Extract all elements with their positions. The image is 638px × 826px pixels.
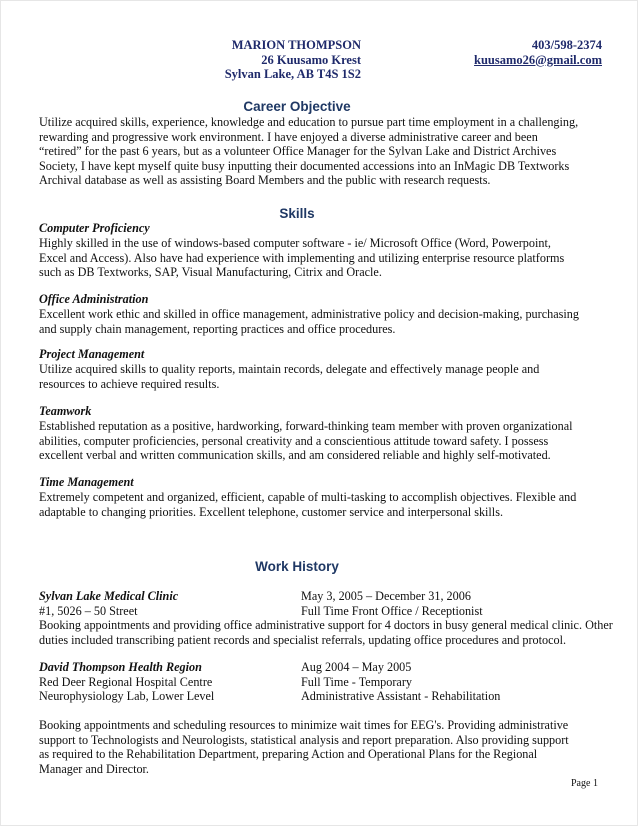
career-objective-heading: Career Objective [243, 99, 351, 114]
skill-heading-office: Office Administration [39, 292, 149, 306]
objective-line: Archival database as well as assisting Board Members and the public with research requests. [39, 173, 491, 188]
skill-heading-teamwork: Teamwork [39, 404, 92, 418]
skill-line: abilities, computer proficiencies, personal creativity and a conscientious attitude toward safety. I possess [39, 433, 549, 448]
contact-address-block [201, 38, 361, 82]
page-number: Page 1 [571, 778, 598, 789]
skill-line: Utilize acquired skills to quality reports, maintain records, delegate and effectively manage people and [39, 362, 540, 376]
job-position: Administrative Assistant - Rehabilitation [301, 689, 501, 704]
objective-line: “retired” for the past 6 years, but as a volunteer Office Manager for the Sylvan Lake and District Archives [39, 144, 557, 159]
career-objective-text [39, 115, 599, 188]
employer-location: Red Deer Regional Hospital Centre [39, 674, 213, 689]
job-desc-line: duties included transcribing patient records and specialist referrals, updating office procedures and protocol. [39, 632, 567, 647]
employer-name: Sylvan Lake Medical Clinic [39, 589, 179, 603]
job-details-1 [301, 589, 483, 618]
skill-line: resources to achieve required results. [39, 376, 220, 391]
work-history-heading: Work History [255, 559, 339, 574]
job-description-1 [39, 618, 613, 647]
job-desc-line: Manager and Director. [39, 761, 149, 776]
job-position: Full Time Front Office / Receptionist [301, 603, 483, 618]
skill-heading-project: Project Management [39, 347, 145, 361]
job-description-2 [39, 718, 599, 776]
phone-number: 403/598-2374 [531, 38, 602, 52]
street-address: 26 Kuusamo Krest [261, 52, 361, 67]
employer-name: David Thompson Health Region [39, 660, 202, 674]
skill-text-project [39, 362, 599, 391]
job-employer-2 [39, 660, 214, 704]
skill-heading-computer: Computer Proficiency [39, 221, 150, 235]
objective-line: Utilize acquired skills, experience, knowledge and education to pursue part time employment in a challenging, [39, 115, 579, 129]
objective-line: rewarding and progressive work environment. I have enjoyed a diverse administrative career and been [39, 129, 538, 144]
skill-heading-time: Time Management [39, 475, 134, 489]
job-desc-line: as required to the Rehabilitation Department, preparing Action and Operational Plans for the Regional [39, 747, 538, 762]
skill-line: adaptable to changing priorities. Excellent telephone, customer service and interpersonal skills. [39, 504, 503, 519]
employer-address: #1, 5026 – 50 Street [39, 603, 138, 618]
skill-line: Excellent work ethic and skilled in office management, administrative policy and decision-making, purchasing [39, 307, 579, 321]
skill-line: Established reputation as a positive, hardworking, forward-thinking team member with proven organizational [39, 419, 573, 433]
skill-line: excellent verbal and written communication skills, and am considered reliable and highly self-motivated. [39, 448, 551, 463]
applicant-name: MARION THOMPSON [231, 38, 361, 52]
job-dates: May 3, 2005 – December 31, 2006 [301, 589, 471, 603]
job-type: Full Time - Temporary [301, 674, 412, 689]
skill-line: and supply chain management, reporting practices and office procedures. [39, 321, 396, 336]
job-details-2 [301, 660, 500, 704]
skill-line: Highly skilled in the use of windows-based computer software - ie/ Microsoft Office (Word, Powerpoint, [39, 236, 551, 250]
job-dates: Aug 2004 – May 2005 [301, 660, 412, 674]
skill-text-time [39, 490, 599, 519]
skill-text-teamwork [39, 419, 599, 463]
skill-line: Extremely competent and organized, efficient, capable of multi-tasking to accomplish objectives. Flexible and [39, 490, 577, 504]
skill-line: Excel and Access). Also have had experience with implementing and utilizing enterprise resource platforms [39, 250, 565, 265]
contact-phone-email-block [451, 38, 602, 67]
employer-department: Neurophysiology Lab, Lower Level [39, 689, 215, 704]
job-employer-1 [39, 589, 178, 618]
skills-heading: Skills [279, 206, 315, 221]
job-desc-line: Booking appointments and providing office administrative support for 4 doctors in busy general medical clinic. Other [39, 618, 613, 632]
job-desc-line: Booking appointments and scheduling resources to minimize wait times for EEG's. Providing administrative [39, 718, 569, 732]
skill-text-computer [39, 236, 599, 280]
skill-text-office [39, 307, 599, 336]
job-desc-line: support to Technologists and Neurologists, statistical analysis and report preparation. Also providing support [39, 732, 569, 747]
email-link[interactable]: kuusamo26@gmail.com [474, 52, 602, 67]
objective-line: Society, I have kept myself quite busy inputting their documented accessions into an InMagic DB Textworks [39, 158, 570, 173]
city-address: Sylvan Lake, AB T4S 1S2 [224, 67, 361, 81]
skill-line: such as DB Textworks, SAP, Visual Manufacturing, Citrix and Oracle. [39, 265, 382, 280]
